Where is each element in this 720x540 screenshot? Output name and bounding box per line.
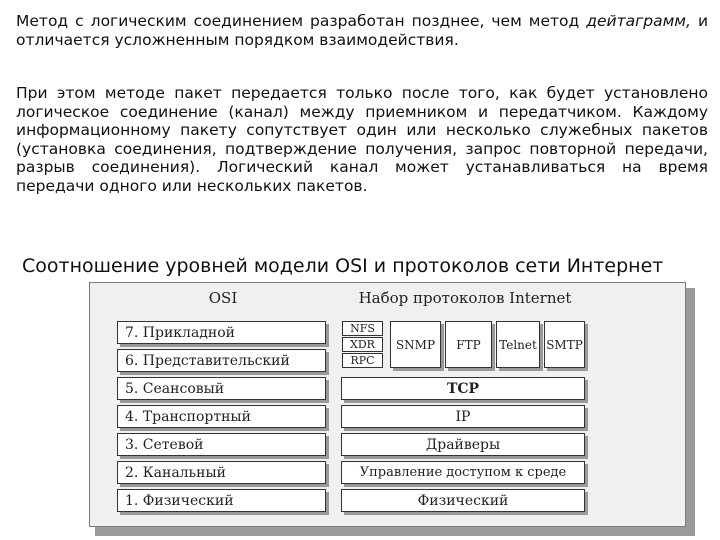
- internet-column-header: Набор протоколов Internet: [358, 289, 572, 307]
- osi-layer-application: 7. Прикладной: [117, 321, 326, 344]
- paragraph-intro: [16, 12, 708, 49]
- paragraph-connection-method: При этом методе пакет передается только после того, как будет установлено логическое соединение (канал) между приемником и передатчиком. Каждому информационному пакету сопутствует один или несколько служебных пакетов (установка соединения, подтверждение получения, запрос повторной передачи, разрыв соединения). Логический канал может устанавливаться на время передачи одного или нескольких пакетов.: [16, 84, 708, 195]
- proto-media-access-control: Управление доступом к среде: [341, 461, 585, 484]
- intro-text-start: Метод с логическим соединением разработан позднее, чем метод: [16, 12, 580, 30]
- osi-layer-transport: 4. Транспортный: [117, 405, 326, 428]
- osi-layer-network: 3. Сетевой: [117, 433, 326, 456]
- proto-telnet: Telnet: [496, 321, 540, 368]
- proto-rpc: RPC: [342, 353, 383, 368]
- osi-layer-datalink: 2. Канальный: [117, 461, 326, 484]
- osi-internet-diagram: [89, 282, 686, 527]
- proto-nfs: NFS: [342, 321, 383, 336]
- intro-text-end: и отличается усложненным порядком взаимодействия.: [16, 12, 709, 49]
- osi-layer-presentation: 6. Представительский: [117, 349, 326, 372]
- proto-snmp: SNMP: [390, 321, 441, 368]
- osi-column-header: OSI: [208, 289, 238, 307]
- proto-xdr: XDR: [342, 337, 383, 352]
- osi-layer-physical: 1. Физический: [117, 489, 326, 512]
- proto-physical: Физический: [341, 489, 585, 512]
- osi-layer-session: 5. Сеансовый: [117, 377, 326, 400]
- proto-ftp: FTP: [445, 321, 492, 368]
- proto-drivers: Драйверы: [341, 433, 585, 456]
- figure-title: Соотношение уровней модели OSI и протоколов сети Интернет: [22, 255, 664, 277]
- proto-ip: IP: [341, 405, 585, 428]
- proto-tcp: TCP: [341, 377, 585, 400]
- intro-term-datagram: дейтаграмм,: [586, 12, 691, 30]
- proto-smtp: SMTP: [544, 321, 585, 368]
